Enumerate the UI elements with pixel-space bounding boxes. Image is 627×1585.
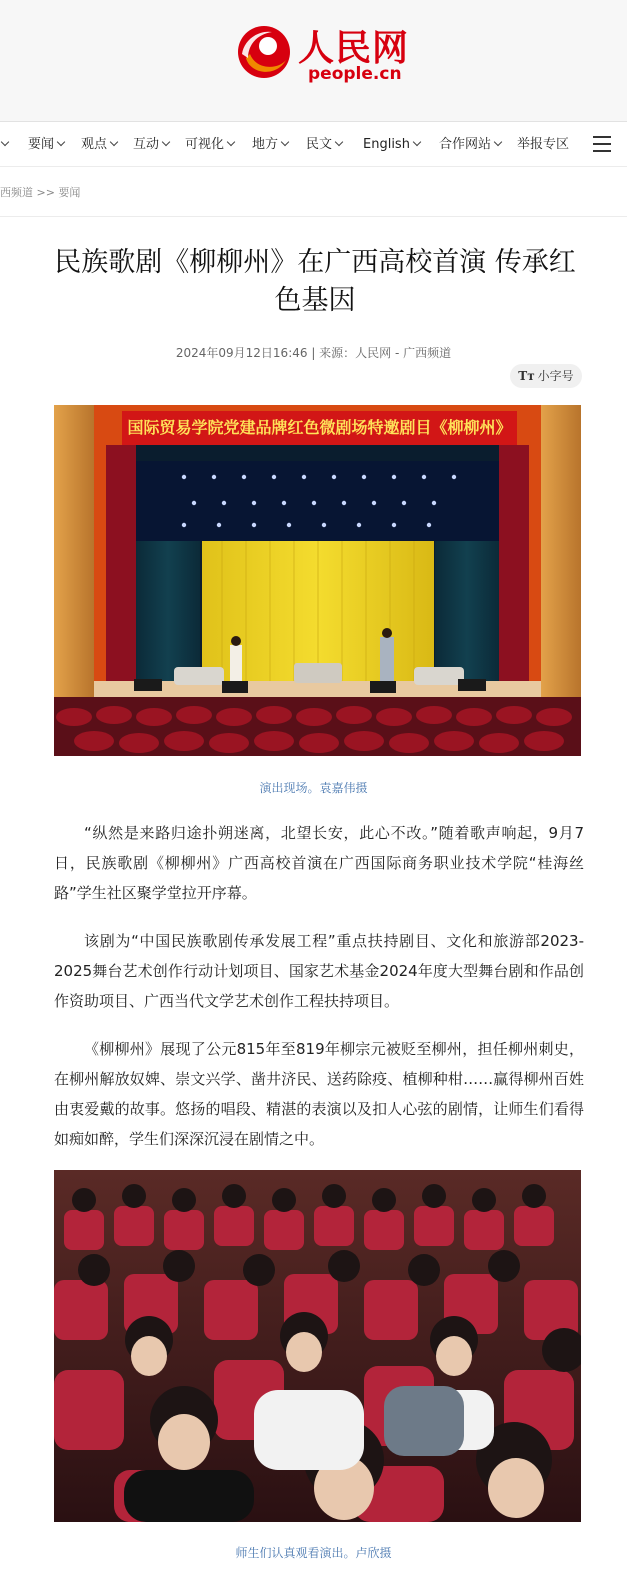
chevron-down-icon: [227, 138, 235, 146]
people-logo-icon: [236, 24, 292, 80]
nav-item-english[interactable]: English: [363, 123, 420, 167]
chevron-down-icon: [281, 138, 289, 146]
image1-caption: 演出现场。袁嘉伟摄: [259, 781, 368, 795]
audience-photo-drawing: [54, 1170, 581, 1522]
stage-photo-drawing: [54, 405, 581, 756]
logo-chinese-text: 人民网: [298, 27, 410, 69]
chevron-down-icon: [162, 138, 170, 146]
chevron-down-icon: [110, 138, 118, 146]
font-size-icon: Tт: [518, 369, 535, 383]
nav-item-difang[interactable]: 地方: [252, 123, 288, 167]
nav-item-guandian[interactable]: 观点: [81, 123, 117, 167]
chevron-down-icon: [335, 138, 343, 146]
nav-item-hezuo[interactable]: 合作网站: [439, 123, 501, 167]
nav-item-minwen[interactable]: 民文: [306, 123, 342, 167]
site-logo[interactable]: [236, 20, 410, 86]
divider: [0, 216, 627, 217]
nav-item-jubao[interactable]: 举报专区: [517, 137, 570, 152]
logo-english-text: people.cn: [308, 64, 402, 84]
stage-photo: [54, 405, 581, 756]
font-size-toggle-label: 小字号: [537, 369, 574, 383]
site-header: [0, 0, 627, 122]
stage-banner-text: 国际贸易学院党建品牌红色微剧场特邀剧目《柳柳州》: [127, 418, 512, 437]
article-paragraph-1: “纵然是来路归途扑朔迷离，北望长安，此心不改。”随着歌声响起，9月7日，民族歌剧《柳柳州》广西高校首演在广西国际商务职业技术学院“桂海丝路”学生社区聚学堂拉开序幕。: [54, 824, 584, 902]
article-meta: 2024年09月12日16:46 | 来源：人民网 - 广西频道: [175, 346, 452, 360]
hamburger-menu-icon[interactable]: [593, 136, 611, 152]
article-title: 民族歌剧《柳柳州》在广西高校首演 传承红色基因: [54, 247, 576, 316]
nav-prev-chevron[interactable]: [0, 123, 8, 167]
article-paragraph-2: 该剧为“中国民族歌剧传承发展工程”重点扶持剧目、文化和旅游部2023-2025舞台艺术创作行动计划项目、国家艺术基金2024年度大型舞台剧和作品创作资助项目、广西当代文学艺术创作工程扶持项目。: [54, 932, 584, 1010]
article-paragraph-3: 《柳柳州》展现了公元815年至819年柳宗元被贬至柳州，担任柳州刺史，在柳州解放奴婢、崇文兴学、凿井济民、送药除疫、植柳种柑……赢得柳州百姓由衷爱戴的故事。悠扬的唱段、精湛的表演以及扣人心弦的剧情，让师生们看得如痴如醉，学生们深深沉浸在剧情之中。: [54, 1040, 584, 1148]
nav-item-hudong[interactable]: 互动: [133, 123, 169, 167]
main-nav: [0, 123, 627, 167]
nav-item-yaowen[interactable]: 要闻: [28, 123, 64, 167]
chevron-down-icon: [494, 138, 502, 146]
nav-item-keshihua[interactable]: 可视化: [185, 123, 234, 167]
chevron-down-icon: [57, 138, 65, 146]
chevron-down-icon: [413, 138, 421, 146]
audience-photo: [54, 1170, 581, 1522]
chevron-down-icon: [1, 138, 9, 146]
image2-caption: 师生们认真观看演出。卢欣摄: [235, 1546, 392, 1560]
breadcrumb[interactable]: 西频道 >> 要闻: [0, 186, 81, 199]
font-size-toggle-button[interactable]: [510, 364, 582, 388]
